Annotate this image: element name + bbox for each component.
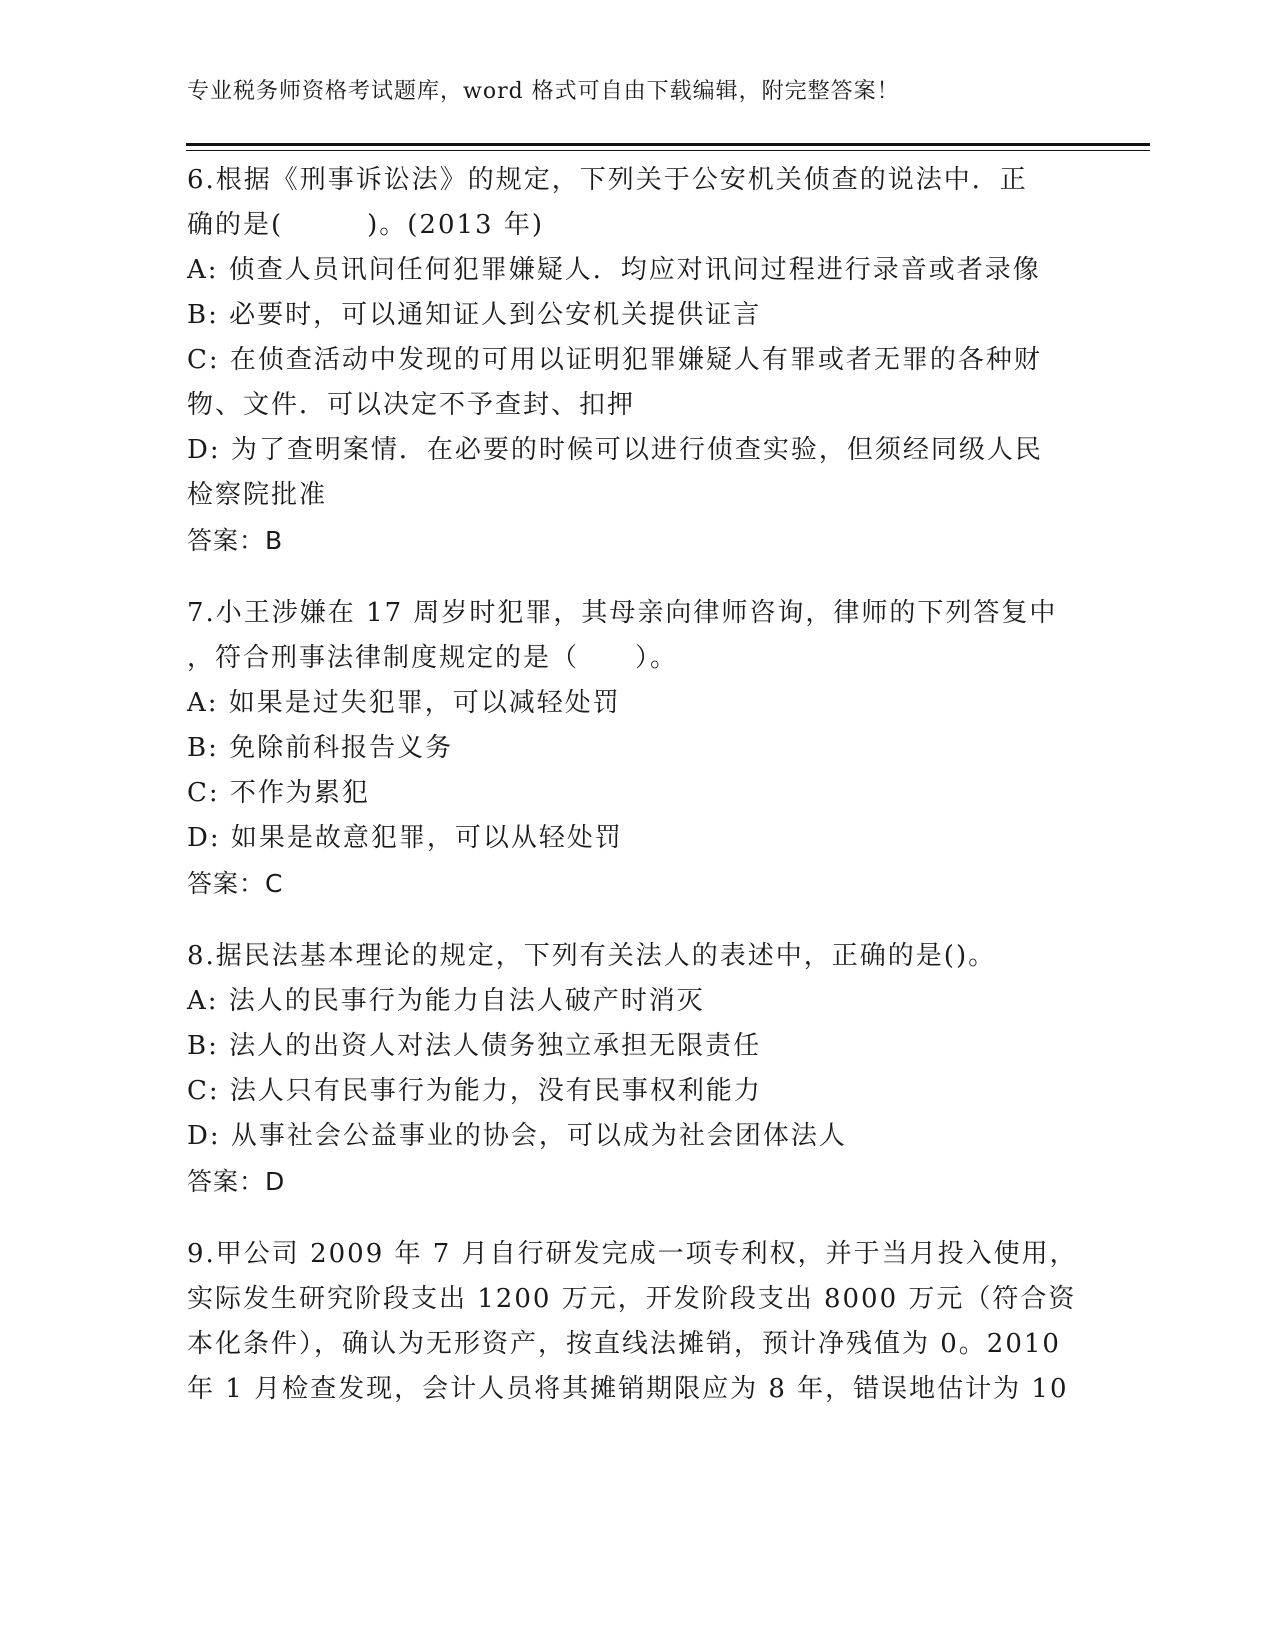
question-6-answer: 答案：B xyxy=(187,526,284,555)
question-6-stem-line-2: 确的是( )。(2013 年) xyxy=(187,210,545,240)
question-7-option-b: B: 免除前科报告义务 xyxy=(187,733,454,763)
question-7-stem-line-2: ，符合刑事法律制度规定的是（ ）。 xyxy=(187,643,679,673)
question-6-option-d-line-1: D: 为了查明案情．在必要的时候可以进行侦查实验，但须经同级人民 xyxy=(187,435,1043,465)
header-rule-thin xyxy=(186,150,1150,151)
question-6-option-c-line-2: 物、文件．可以决定不予查封、扣押 xyxy=(187,390,636,420)
question-8-option-d: D: 从事社会公益事业的协会，可以成为社会团体法人 xyxy=(187,1121,847,1151)
question-6-option-b: B: 必要时，可以通知证人到公安机关提供证言 xyxy=(187,300,762,330)
question-8-option-a: A: 法人的民事行为能力自法人破产时消灭 xyxy=(187,986,705,1016)
question-6 xyxy=(187,158,1087,563)
question-7-option-a: A: 如果是过失犯罪，可以减轻处罚 xyxy=(187,688,621,718)
question-9 xyxy=(187,1232,1087,1412)
question-9-stem-line-3: 本化条件），确认为无形资产，按直线法摊销，预计净残值为 0。2010 xyxy=(187,1329,1061,1359)
question-7-stem-line-1: 7.小王涉嫌在 17 周岁时犯罪，其母亲向律师咨询，律师的下列答复中 xyxy=(187,598,1058,628)
header-rule-thick xyxy=(186,143,1150,146)
question-6-option-c-line-1: C: 在侦查活动中发现的可用以证明犯罪嫌疑人有罪或者无罪的各种财 xyxy=(187,345,1042,375)
question-6-stem-line-1: 6.根据《刑事诉讼法》的规定，下列关于公安机关侦查的说法中．正 xyxy=(187,165,1028,195)
question-9-stem-line-1: 9.甲公司 2009 年 7 月自行研发完成一项专利权，并于当月投入使用， xyxy=(187,1239,1078,1269)
question-list xyxy=(187,158,1087,1440)
question-6-option-d-line-2: 检察院批准 xyxy=(187,480,328,510)
question-8-answer: 答案：D xyxy=(187,1167,286,1196)
question-6-option-a: A: 侦查人员讯问任何犯罪嫌疑人．均应对讯问过程进行录音或者录像 xyxy=(187,255,1041,285)
question-8-stem: 8.据民法基本理论的规定，下列有关法人的表述中，正确的是()。 xyxy=(187,941,997,971)
question-8-option-c: C: 法人只有民事行为能力，没有民事权利能力 xyxy=(187,1076,762,1106)
page-header-text: 专业税务师资格考试题库，word 格式可自由下载编辑，附完整答案！ xyxy=(187,79,900,104)
question-7-answer: 答案：C xyxy=(187,869,284,898)
question-9-stem-line-4: 年 1 月检查发现，会计人员将其摊销期限应为 8 年，错误地估计为 10 xyxy=(187,1374,1069,1404)
question-7-option-d: D: 如果是故意犯罪，可以从轻处罚 xyxy=(187,823,623,853)
question-7-option-c: C: 不作为累犯 xyxy=(187,778,370,808)
question-8-option-b: B: 法人的出资人对法人债务独立承担无限责任 xyxy=(187,1031,762,1061)
question-9-stem-line-2: 实际发生研究阶段支出 1200 万元，开发阶段支出 8000 万元（符合资 xyxy=(187,1284,1077,1314)
question-7 xyxy=(187,591,1087,906)
question-8 xyxy=(187,934,1087,1204)
